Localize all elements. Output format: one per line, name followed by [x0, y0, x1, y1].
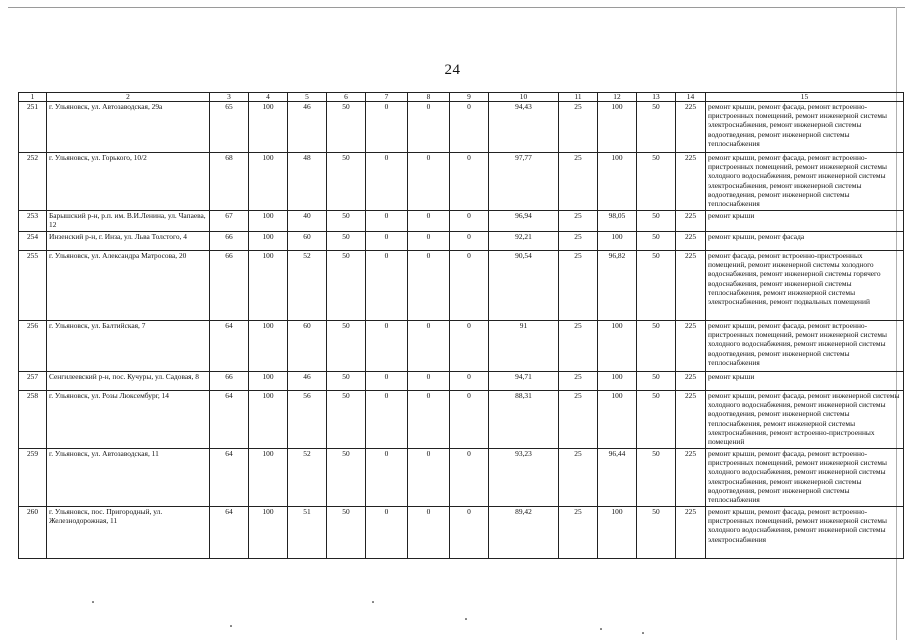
col-5-cell: 52 [288, 251, 327, 321]
col-3-cell: 66 [210, 251, 249, 321]
col-11-cell: 25 [559, 449, 598, 507]
col-3-cell: 64 [210, 321, 249, 372]
table-row [19, 102, 904, 153]
column-header-3: 3 [210, 93, 249, 102]
col-5-cell: 60 [288, 321, 327, 372]
col-4-cell: 100 [249, 153, 288, 211]
col-14-cell: 225 [676, 507, 706, 559]
col-9-cell: 0 [450, 449, 489, 507]
col-11-cell: 25 [559, 391, 598, 449]
col-10-cell: 93,23 [489, 449, 559, 507]
col-13-cell: 50 [637, 211, 676, 232]
row-number-cell: 252 [19, 153, 47, 211]
col-5-cell: 46 [288, 372, 327, 391]
repair-works-cell: ремонт крыши, ремонт фасада, ремонт встроенно-пристроенных помещений, ремонт инженерной системы холодного водоснабжения, ремонт инженерной системы водоотведения, ремонт инженерной системы теплоснабжения [706, 321, 904, 372]
column-header-13: 13 [637, 93, 676, 102]
table-row [19, 153, 904, 211]
column-header-14: 14 [676, 93, 706, 102]
table-body [19, 102, 904, 559]
col-6-cell: 50 [327, 507, 366, 559]
table-row [19, 507, 904, 559]
col-11-cell: 25 [559, 102, 598, 153]
col-11-cell: 25 [559, 321, 598, 372]
col-12-cell: 96,82 [598, 251, 637, 321]
col-8-cell: 0 [408, 153, 450, 211]
col-11-cell: 25 [559, 211, 598, 232]
col-7-cell: 0 [366, 391, 408, 449]
col-7-cell: 0 [366, 102, 408, 153]
col-12-cell: 100 [598, 153, 637, 211]
col-6-cell: 50 [327, 251, 366, 321]
col-4-cell: 100 [249, 232, 288, 251]
col-4-cell: 100 [249, 321, 288, 372]
col-13-cell: 50 [637, 449, 676, 507]
col-5-cell: 52 [288, 449, 327, 507]
col-6-cell: 50 [327, 211, 366, 232]
row-number-cell: 256 [19, 321, 47, 372]
repair-works-cell: ремонт крыши [706, 211, 904, 232]
col-12-cell: 100 [598, 507, 637, 559]
col-9-cell: 0 [450, 321, 489, 372]
col-13-cell: 50 [637, 251, 676, 321]
repair-works-cell: ремонт фасада, ремонт встроенно-пристроенных помещений, ремонт инженерной системы холодного водоснабжения, ремонт инженерной системы горячего водоснабжения, ремонт инженерной системы теплоснабжения, ремонт инженерной системы электроснабжения, ремонт подвальных помещений [706, 251, 904, 321]
col-13-cell: 50 [637, 372, 676, 391]
repair-works-cell: ремонт крыши, ремонт фасада, ремонт встроенно-пристроенных помещений, ремонт инженерной системы холодного водоснабжения, ремонт инженерной системы электроснабжения, ремонт инженерной системы водоотведения, ремонт инженерной системы теплоснабжения [706, 153, 904, 211]
column-header-9: 9 [450, 93, 489, 102]
col-6-cell: 50 [327, 321, 366, 372]
col-11-cell: 25 [559, 232, 598, 251]
col-14-cell: 225 [676, 449, 706, 507]
col-13-cell: 50 [637, 507, 676, 559]
table-row [19, 321, 904, 372]
col-4-cell: 100 [249, 211, 288, 232]
column-header-12: 12 [598, 93, 637, 102]
col-8-cell: 0 [408, 251, 450, 321]
page-number: 24 [444, 62, 461, 78]
col-12-cell: 100 [598, 372, 637, 391]
col-8-cell: 0 [408, 211, 450, 232]
address-cell: г. Ульяновск, ул. Автозаводская, 11 [47, 449, 210, 507]
col-5-cell: 51 [288, 507, 327, 559]
address-cell: г. Ульяновск, ул. Балтийская, 7 [47, 321, 210, 372]
col-6-cell: 50 [327, 232, 366, 251]
scan-speck [465, 618, 467, 620]
col-12-cell: 100 [598, 321, 637, 372]
col-7-cell: 0 [366, 372, 408, 391]
col-10-cell: 92,21 [489, 232, 559, 251]
scan-speck [642, 632, 644, 634]
col-14-cell: 225 [676, 251, 706, 321]
col-7-cell: 0 [366, 232, 408, 251]
col-10-cell: 91 [489, 321, 559, 372]
col-4-cell: 100 [249, 251, 288, 321]
col-11-cell: 25 [559, 153, 598, 211]
col-8-cell: 0 [408, 449, 450, 507]
col-3-cell: 64 [210, 391, 249, 449]
column-header-5: 5 [288, 93, 327, 102]
col-3-cell: 65 [210, 102, 249, 153]
address-cell: г. Ульяновск, пос. Пригородный, ул. Железнодорожная, 11 [47, 507, 210, 559]
col-5-cell: 56 [288, 391, 327, 449]
col-9-cell: 0 [450, 153, 489, 211]
column-header-6: 6 [327, 93, 366, 102]
table-row [19, 449, 904, 507]
col-4-cell: 100 [249, 391, 288, 449]
col-13-cell: 50 [637, 232, 676, 251]
col-4-cell: 100 [249, 449, 288, 507]
col-10-cell: 94,43 [489, 102, 559, 153]
col-11-cell: 25 [559, 507, 598, 559]
repair-works-cell: ремонт крыши [706, 372, 904, 391]
col-9-cell: 0 [450, 211, 489, 232]
column-header-4: 4 [249, 93, 288, 102]
col-6-cell: 50 [327, 391, 366, 449]
row-number-cell: 251 [19, 102, 47, 153]
col-7-cell: 0 [366, 449, 408, 507]
col-10-cell: 89,42 [489, 507, 559, 559]
col-3-cell: 68 [210, 153, 249, 211]
column-header-7: 7 [366, 93, 408, 102]
col-7-cell: 0 [366, 507, 408, 559]
col-6-cell: 50 [327, 153, 366, 211]
col-7-cell: 0 [366, 211, 408, 232]
col-6-cell: 50 [327, 102, 366, 153]
col-9-cell: 0 [450, 232, 489, 251]
col-9-cell: 0 [450, 372, 489, 391]
col-5-cell: 46 [288, 102, 327, 153]
col-3-cell: 64 [210, 507, 249, 559]
col-9-cell: 0 [450, 391, 489, 449]
col-5-cell: 48 [288, 153, 327, 211]
column-header-8: 8 [408, 93, 450, 102]
col-14-cell: 225 [676, 102, 706, 153]
repair-works-cell: ремонт крыши, ремонт фасада, ремонт встроенно-пристроенных помещений, ремонт инженерной системы холодного водоснабжения, ремонт инженерной системы электроснабжения [706, 507, 904, 559]
table-row [19, 211, 904, 232]
address-cell: г. Ульяновск, ул. Горького, 10/2 [47, 153, 210, 211]
col-13-cell: 50 [637, 391, 676, 449]
row-number-cell: 257 [19, 372, 47, 391]
col-13-cell: 50 [637, 102, 676, 153]
repair-works-cell: ремонт крыши, ремонт фасада, ремонт инженерной системы холодного водоснабжения, ремонт инженерной системы водоотведения, ремонт инженерной системы теплоснабжения, ремонт инженерной системы электроснабжения, ремонт встроенно-пристроенных помещений [706, 391, 904, 449]
col-13-cell: 50 [637, 153, 676, 211]
col-14-cell: 225 [676, 232, 706, 251]
col-11-cell: 25 [559, 251, 598, 321]
col-8-cell: 0 [408, 321, 450, 372]
row-number-cell: 258 [19, 391, 47, 449]
col-13-cell: 50 [637, 321, 676, 372]
col-3-cell: 66 [210, 372, 249, 391]
col-5-cell: 40 [288, 211, 327, 232]
col-11-cell: 25 [559, 372, 598, 391]
col-8-cell: 0 [408, 507, 450, 559]
row-number-cell: 253 [19, 211, 47, 232]
col-8-cell: 0 [408, 232, 450, 251]
scan-edge-top [8, 7, 905, 8]
housing-repair-table [18, 92, 904, 559]
table-row [19, 232, 904, 251]
col-10-cell: 88,31 [489, 391, 559, 449]
col-14-cell: 225 [676, 391, 706, 449]
address-cell: Барышский р-н, р.п. им. В.И.Ленина, ул. Чапаева, 12 [47, 211, 210, 232]
col-10-cell: 96,94 [489, 211, 559, 232]
address-cell: Инзенский р-н, г. Инза, ул. Льва Толстого, 4 [47, 232, 210, 251]
col-12-cell: 100 [598, 391, 637, 449]
address-cell: г. Ульяновск, ул. Александра Матросова, 20 [47, 251, 210, 321]
repair-works-cell: ремонт крыши, ремонт фасада [706, 232, 904, 251]
col-12-cell: 96,44 [598, 449, 637, 507]
column-number-row [19, 93, 904, 102]
scan-speck [600, 628, 602, 630]
address-cell: г. Ульяновск, ул. Розы Люксембург, 14 [47, 391, 210, 449]
col-5-cell: 60 [288, 232, 327, 251]
column-header-11: 11 [559, 93, 598, 102]
col-9-cell: 0 [450, 251, 489, 321]
col-9-cell: 0 [450, 507, 489, 559]
row-number-cell: 260 [19, 507, 47, 559]
col-9-cell: 0 [450, 102, 489, 153]
table-row [19, 372, 904, 391]
col-4-cell: 100 [249, 507, 288, 559]
row-number-cell: 254 [19, 232, 47, 251]
address-cell: Сенгилеевский р-н, пос. Кучуры, ул. Садовая, 8 [47, 372, 210, 391]
address-cell: г. Ульяновск, ул. Автозаводская, 29а [47, 102, 210, 153]
row-number-cell: 255 [19, 251, 47, 321]
col-14-cell: 225 [676, 372, 706, 391]
col-4-cell: 100 [249, 102, 288, 153]
col-10-cell: 97,77 [489, 153, 559, 211]
table-row [19, 251, 904, 321]
col-12-cell: 98,05 [598, 211, 637, 232]
col-7-cell: 0 [366, 153, 408, 211]
col-12-cell: 100 [598, 232, 637, 251]
col-6-cell: 50 [327, 372, 366, 391]
col-8-cell: 0 [408, 102, 450, 153]
col-7-cell: 0 [366, 321, 408, 372]
column-header-2: 2 [47, 93, 210, 102]
col-10-cell: 94,71 [489, 372, 559, 391]
col-8-cell: 0 [408, 372, 450, 391]
col-14-cell: 225 [676, 211, 706, 232]
col-6-cell: 50 [327, 449, 366, 507]
repair-works-cell: ремонт крыши, ремонт фасада, ремонт встроенно-пристроенных помещений, ремонт инженерной системы электроснабжения, ремонт инженерной системы водоотведения, ремонт инженерной системы теплоснабжения [706, 102, 904, 153]
table-row [19, 391, 904, 449]
scan-speck [230, 625, 232, 627]
col-8-cell: 0 [408, 391, 450, 449]
column-header-1: 1 [19, 93, 47, 102]
col-10-cell: 90,54 [489, 251, 559, 321]
col-7-cell: 0 [366, 251, 408, 321]
row-number-cell: 259 [19, 449, 47, 507]
scan-speck [372, 601, 374, 603]
column-header-10: 10 [489, 93, 559, 102]
col-3-cell: 67 [210, 211, 249, 232]
col-3-cell: 64 [210, 449, 249, 507]
col-3-cell: 66 [210, 232, 249, 251]
col-12-cell: 100 [598, 102, 637, 153]
scan-speck [92, 601, 94, 603]
column-header-15: 15 [706, 93, 904, 102]
repair-works-cell: ремонт крыши, ремонт фасада, ремонт встроенно-пристроенных помещений, ремонт инженерной системы холодного водоснабжения, ремонт инженерной системы электроснабжения, ремонт инженерной системы водоотведения, ремонт инженерной системы теплоснабжения [706, 449, 904, 507]
col-4-cell: 100 [249, 372, 288, 391]
col-14-cell: 225 [676, 153, 706, 211]
col-14-cell: 225 [676, 321, 706, 372]
